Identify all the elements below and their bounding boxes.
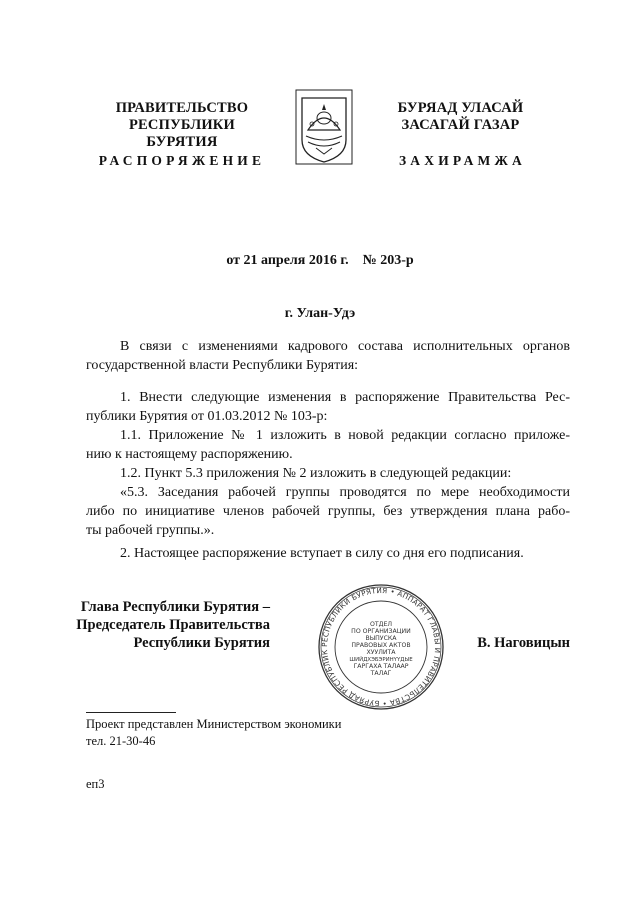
issuer-line-1-bua: БУРЯАД УЛАСАЙ: [397, 100, 524, 116]
body-line: 1. Внести следующие изменения в распоряжение Правительства Рес-: [120, 390, 570, 405]
document-city: г. Улан-Удэ: [284, 306, 356, 321]
body-line: государственной власти Республики Бурятия:: [86, 358, 359, 373]
body-line: публики Бурятия от 01.03.2012 № 103-р:: [86, 409, 328, 424]
body-line: нию к настоящему распоряжению.: [86, 447, 293, 462]
stamp-line: ВЫПУСКА: [365, 635, 397, 642]
stamp-line: ОТДЕЛ: [369, 621, 393, 628]
stamp-line: ГАРГАХА ТАЛААР: [353, 663, 409, 670]
contact-phone: тел. 21-30-46: [86, 734, 156, 748]
document-date-number: от 21 апреля 2016 г. № 203-р: [226, 253, 414, 268]
issuer-name-ru: [92, 100, 272, 151]
signatory-title: [60, 598, 270, 652]
issuer-line-1: ПРАВИТЕЛЬСТВО: [115, 100, 249, 116]
stamp-line: ПРАВОВЫХ АКТОВ: [351, 642, 411, 649]
body-line: 1.2. Пункт 5.3 приложения № 2 изложить в следующей редакции:: [120, 466, 512, 481]
document-code: еп3: [86, 777, 105, 791]
issuer-line-2-bua: ЗАСАГАЙ ГАЗАР: [401, 117, 520, 133]
official-stamp: [316, 582, 446, 712]
signatory-title-line-1: Глава Республики Бурятия –: [80, 599, 270, 615]
stamp-ring-text: РЕСПУБЛИКИ БУРЯТИЯ • АППАРАТ ГЛАВЫ И ПРАВИТЕЛЬСТВА • БУРЯАД РЕСПУБЛИК: [319, 585, 443, 709]
doctype-ru: РАСПОРЯЖЕНИЕ: [98, 153, 266, 168]
coat-of-arms-icon: [294, 88, 354, 166]
body-line: либо по инициативе членов рабочей группы, без утверждения плана рабо-: [86, 504, 570, 519]
footer-divider: [86, 712, 176, 713]
signatory-title-line-3: Республики Бурятия: [133, 635, 270, 651]
body-line: 2. Настоящее распоряжение вступает в силу со дня его подписания.: [120, 546, 524, 561]
stamp-line: ПО ОРГАНИЗАЦИИ: [351, 628, 411, 635]
body-line: ты рабочей группы.».: [86, 523, 215, 538]
doctype-bua: ЗАХИРАМЖА: [398, 153, 527, 168]
stamp-line: ТАЛАГ: [370, 670, 392, 677]
signatory-title-line-2: Председатель Правительства: [76, 617, 270, 633]
body-line: В связи с изменениями кадрового состава исполнительных органов: [120, 339, 570, 354]
coat-of-arms-emblem: [294, 88, 354, 166]
body-line: «5.3. Заседания рабочей группы проводятся по мере необходимости: [120, 485, 570, 500]
issuer-line-2: РЕСПУБЛИКИ БУРЯТИЯ: [128, 117, 236, 150]
body-line: 1.1. Приложение № 1 изложить в новой редакции согласно приложе-: [120, 428, 570, 443]
signatory-name: В. Наговицын: [477, 635, 570, 651]
stamp-line: ШИЙДХЭБЭРИНҮҮДЫЕ: [349, 657, 413, 663]
project-note: Проект представлен Министерством экономики: [86, 717, 342, 731]
stamp-seal-icon: [316, 582, 446, 712]
stamp-line: ХУУЛИТА: [366, 649, 396, 656]
issuer-name-bua: [378, 100, 543, 134]
